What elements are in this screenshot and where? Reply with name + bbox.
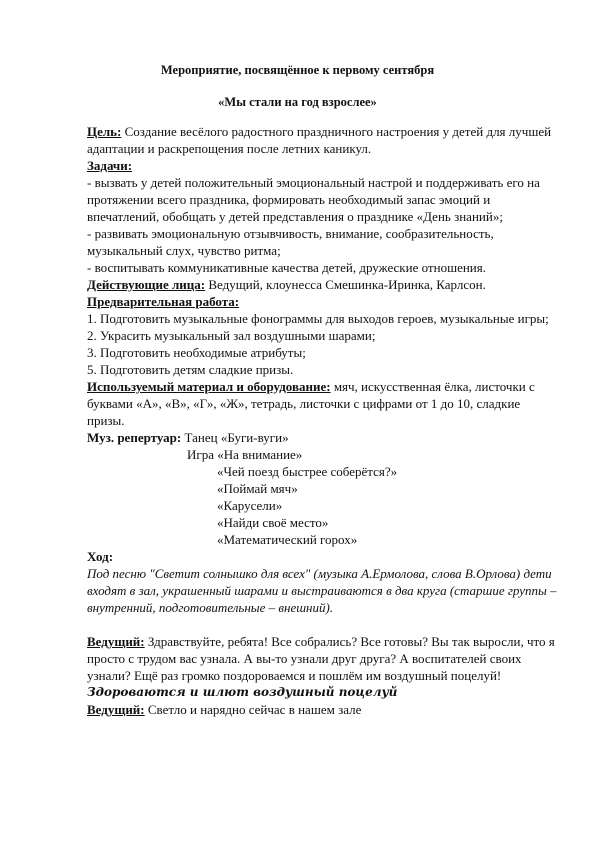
prep-heading xyxy=(87,293,557,310)
course-intro: Под песню "Светит солнышко для всех" (музыка А.Ермолова, слова В.Орлова) дети входят в зал, украшенный шарами и выстраиваются в два круга (старшие группы – внутренний, подготовительные – внешний). xyxy=(87,566,557,615)
prep-item: 5. Подготовить детям сладкие призы. xyxy=(87,362,294,377)
prep-item: 2. Украсить музыкальный зал воздушными шарами; xyxy=(87,328,376,343)
repertoire-item: «Найди своё место» xyxy=(217,515,329,530)
task-item: - вызвать у детей положительный эмоциональный настрой и поддерживать его на протяжении всего праздника, формировать необходимый запас эмоций и впечатлений, обобщать у детей представления о празднике «День знаний»; xyxy=(87,175,540,224)
repertoire-first: Танец «Буги-вуги» xyxy=(181,430,289,445)
event-name: «Мы стали на год взрослее» xyxy=(218,95,377,109)
document-body xyxy=(87,123,557,718)
task-item: - развивать эмоциональную отзывчивость, внимание, сообразительность, музыкальный слух, чувство ритма; xyxy=(87,226,494,258)
tasks-label: Задачи: xyxy=(87,158,133,173)
task-item: - воспитывать коммуникативные качества детей, дружеские отношения. xyxy=(87,260,486,275)
course-label: Ход: xyxy=(87,549,114,564)
materials-text: мяч, искусственная ёлка, листочки с буквами «А», «В», «Г», «Ж», тетрадь, листочки с цифрами от 1 до 10, сладкие призы. xyxy=(87,379,535,428)
repertoire-paragraph xyxy=(87,429,557,446)
characters-label: Действующие лица: xyxy=(87,277,206,292)
document-title: Мероприятие, посвящённое к первому сентября xyxy=(160,63,435,77)
host-text: Здравствуйте, ребята! Все собрались? Все готовы? Вы так выросли, что я просто с трудом вас узнала. А вы-то узнали друг друга? А воспитателей своих узнали? Ещё раз громко поздороваемся и пошлём им воздушный поцелуй! xyxy=(87,634,555,683)
tasks-heading xyxy=(87,157,557,174)
prep-item: 3. Подготовить необходимые атрибуты; xyxy=(87,345,306,360)
characters-paragraph xyxy=(87,276,557,293)
goal-label: Цель: xyxy=(87,124,122,139)
repertoire-item: «Карусели» xyxy=(217,498,283,513)
repertoire-item: Игра «На внимание» xyxy=(187,447,303,462)
characters-text: Ведущий, клоунесса Смешинка-Иринка, Карлсон. xyxy=(205,277,486,292)
goal-text: Создание весёлого радостного праздничного настроения у детей для лучшей адаптации и раскрепощения после летних каникул. xyxy=(87,124,552,156)
repertoire-item: «Чей поезд быстрее соберётся?» xyxy=(217,464,398,479)
repertoire-item: «Поймай мяч» xyxy=(217,481,298,496)
prep-label: Предварительная работа: xyxy=(87,294,240,309)
prep-item: 1. Подготовить музыкальные фонограммы для выходов героев, музыкальные игры; xyxy=(87,311,549,326)
spacer xyxy=(87,616,557,633)
host-line xyxy=(87,633,557,684)
stage-direction: Здороваются и шлют воздушный поцелуй xyxy=(87,685,398,699)
host-label: Ведущий: xyxy=(87,702,145,717)
course-heading xyxy=(87,548,557,565)
materials-label: Используемый материал и оборудование: xyxy=(87,379,331,394)
goal-paragraph xyxy=(87,123,557,157)
host-text: Светло и нарядно сейчас в нашем зале xyxy=(144,702,362,717)
host-line xyxy=(87,701,557,718)
materials-paragraph xyxy=(87,378,557,429)
repertoire-label: Муз. репертуар: xyxy=(87,430,182,445)
repertoire-item: «Математический горох» xyxy=(217,532,358,547)
host-label: Ведущий: xyxy=(87,634,145,649)
